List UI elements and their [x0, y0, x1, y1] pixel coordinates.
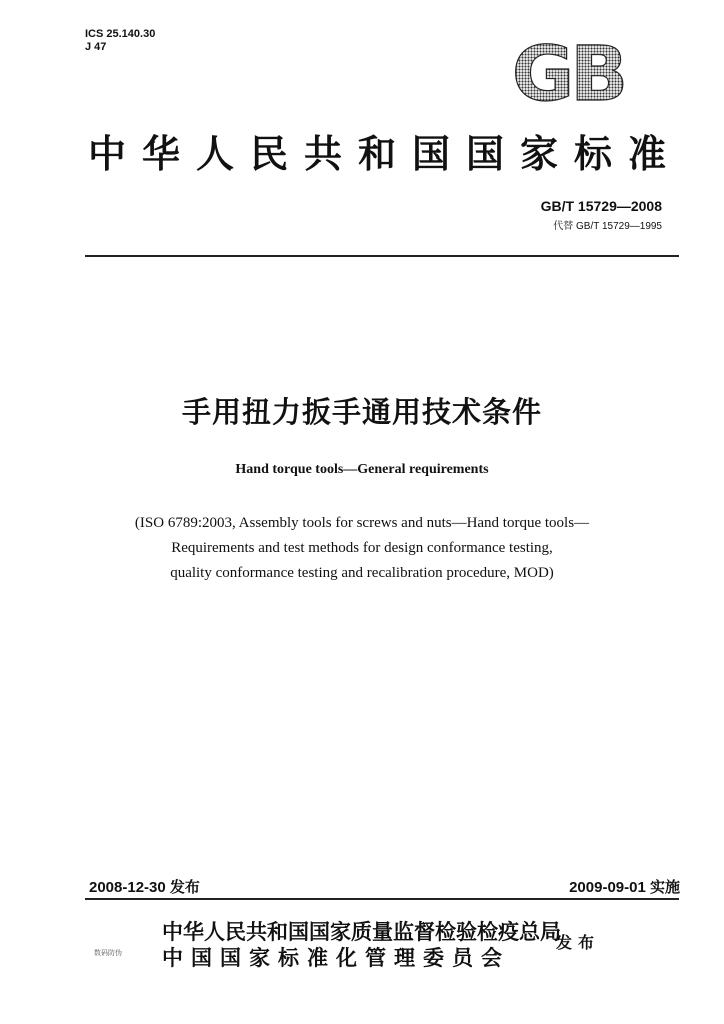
anti-counterfeit-stamp: 数码防伪 — [94, 949, 122, 957]
iso-reference — [0, 511, 724, 586]
iso-reference-line: quality conformance testing and recalibration procedure, MOD) — [170, 565, 554, 581]
issue-date: 2008-12-30 发布 — [89, 879, 200, 896]
ics-code: ICS 25.140.30 — [85, 28, 156, 40]
gb-logo-text: GB — [511, 38, 625, 106]
standard-type: 中华人民共和国国家标准 — [88, 131, 683, 176]
issue-label: 发布 — [556, 933, 601, 952]
replaces-note: 代替 GB/T 15729—1995 — [553, 221, 662, 232]
issuer-sac: 中国国家标准化管理委员会 — [162, 946, 510, 970]
standard-number: GB/T 15729—2008 — [540, 198, 662, 214]
title-english: Hand torque tools—General requirements — [235, 462, 489, 477]
ccs-code: J 47 — [85, 41, 107, 53]
gb-logo — [497, 38, 639, 106]
implementation-date: 2009-09-01 实施 — [569, 879, 680, 896]
top-divider — [85, 255, 679, 257]
issuer-aqsiq: 中华人民共和国国家质量监督检验检疫总局 — [162, 920, 561, 944]
title-chinese: 手用扭力扳手通用技术条件 — [181, 395, 542, 429]
classification-codes — [85, 28, 155, 54]
iso-reference-line: Requirements and test methods for design conformance testing, — [171, 540, 553, 556]
iso-reference-line: (ISO 6789:2003, Assembly tools for screws and nuts—Hand torque tools— — [134, 515, 590, 531]
bottom-divider — [85, 898, 679, 900]
